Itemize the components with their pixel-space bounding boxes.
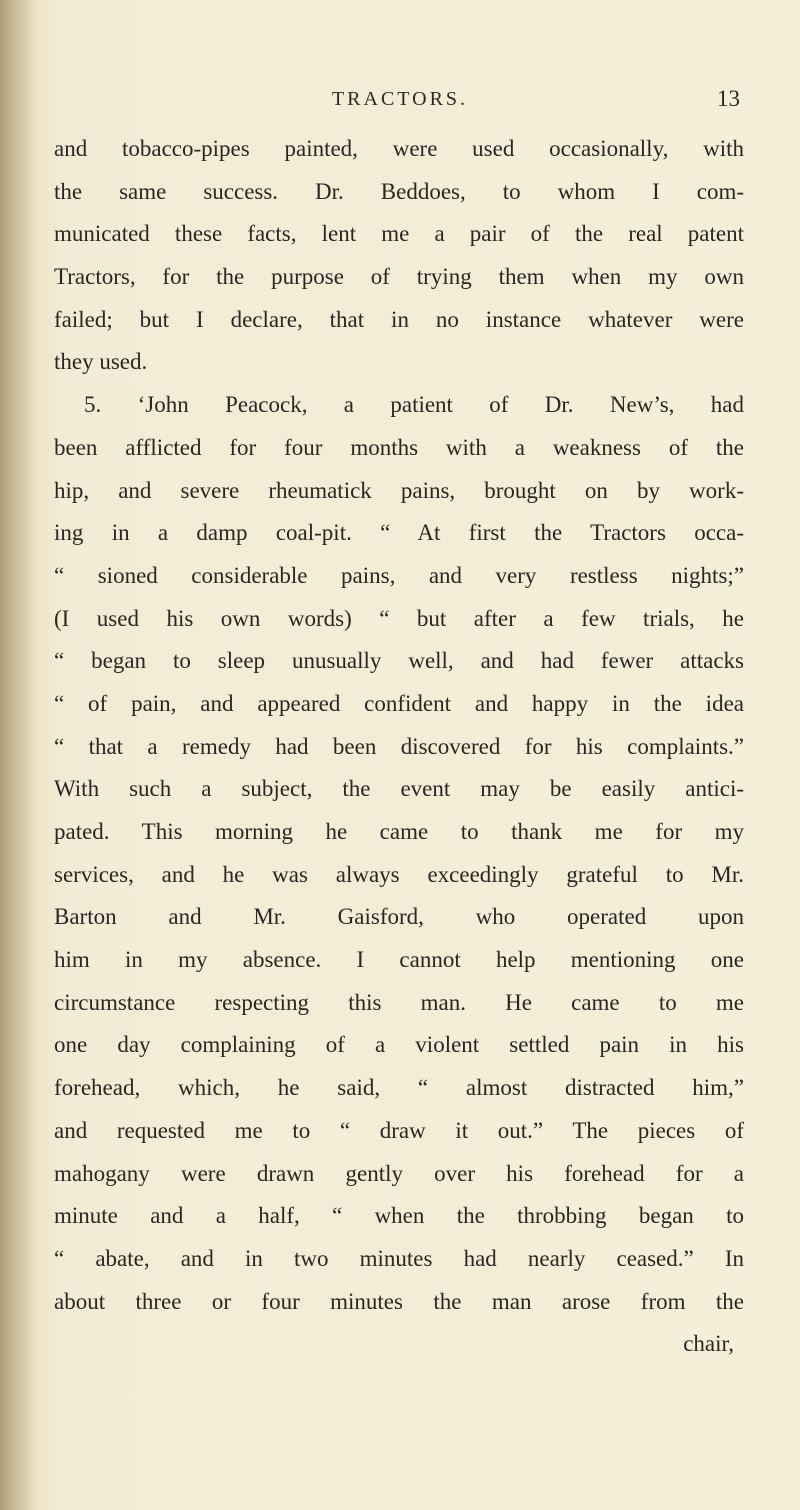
text-line: With such a subject, the event may be easily antici- — [54, 776, 744, 802]
text-line: him in my absence. I cannot help mentioning one — [54, 947, 744, 973]
text-line: “ began to sleep unusually well, and had fewer attacks — [54, 648, 744, 674]
page-gutter-shadow — [0, 0, 38, 1510]
catchword: chair, — [683, 1331, 734, 1357]
text-line: pated. This morning he came to thank me for my — [54, 819, 744, 844]
body-text — [54, 128, 744, 1366]
text-line: they used. — [54, 349, 148, 375]
text-line: 5. ‘John Peacock, a patient of Dr. New’s, had — [84, 392, 744, 418]
text-line: and requested me to “ draw it out.” The pieces of — [54, 1117, 744, 1143]
text-line: “ abate, and in two minutes had nearly ceased.” In — [54, 1245, 744, 1271]
text-line: hip, and severe rheumatick pains, brought on by work- — [54, 477, 744, 503]
text-line: about three or four minutes the man arose from the — [54, 1288, 744, 1314]
text-line: Barton and Mr. Gaisford, who operated upon — [54, 904, 744, 930]
text-line: forehead, which, he said, “ almost distracted him,” — [54, 1075, 744, 1101]
text-line: municated these facts, lent me a pair of the real patent — [54, 221, 744, 247]
text-line: the same success. Dr. Beddoes, to whom I com- — [54, 178, 744, 204]
text-line: services, and he was always exceedingly grateful to Mr. — [54, 861, 744, 887]
text-line: one day complaining of a violent settled pain in his — [54, 1032, 744, 1058]
text-line: and tobacco-pipes painted, were used occasionally, with — [54, 136, 744, 161]
text-line: “ that a remedy had been discovered for his complaints.” — [54, 733, 744, 759]
text-line: mahogany were drawn gently over his forehead for a — [54, 1160, 744, 1186]
text-line: minute and a half, “ when the throbbing began to — [54, 1203, 744, 1229]
text-line: Tractors, for the purpose of trying them when my own — [54, 264, 744, 290]
text-line: “ sioned considerable pains, and very restless nights;” — [54, 562, 744, 588]
text-line: ing in a damp coal-pit. “ At first the Tractors occa- — [54, 520, 744, 546]
text-line: failed; but I declare, that in no instance whatever were — [54, 306, 744, 332]
page-header — [60, 80, 740, 120]
running-title: TRACTORS. — [331, 88, 469, 110]
text-line: “ of pain, and appeared confident and happy in the idea — [54, 690, 744, 716]
text-line: been afflicted for four months with a weakness of the — [54, 434, 744, 460]
text-line: (I used his own words) “ but after a few trials, he — [54, 605, 744, 631]
page-number: 13 — [717, 86, 740, 111]
text-line: circumstance respecting this man. He came to me — [54, 989, 744, 1015]
